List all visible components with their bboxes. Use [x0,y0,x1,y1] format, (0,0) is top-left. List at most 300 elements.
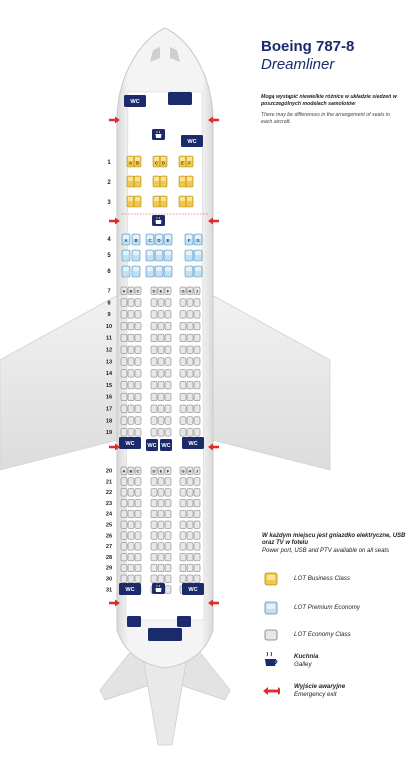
economy-seat[interactable] [180,311,186,319]
legend-exit-label [294,683,345,698]
legend-premium [262,599,360,617]
economy-seat[interactable] [180,334,186,342]
wc-mid-center-left-text: WC [147,443,157,450]
seat-letter: C [148,238,152,243]
economy-seat[interactable] [135,311,141,319]
disclaimer-en: There may be differences in the arrangement of seats in each aircraft. [261,112,390,125]
economy-seat[interactable] [187,346,193,354]
economy-seat[interactable] [194,346,200,354]
economy-seat[interactable] [158,299,164,307]
economy-seat[interactable] [128,381,134,389]
economy-seat[interactable] [151,358,157,366]
seat-letter: B [129,468,133,474]
economy-seat[interactable] [121,417,127,425]
economy-seat[interactable] [165,334,171,342]
economy-seat[interactable] [187,510,193,518]
right-wing [212,295,330,470]
economy-seat[interactable] [180,543,186,551]
economy-seat[interactable] [151,299,157,307]
economy-seat[interactable] [194,322,200,330]
premium-seat[interactable] [122,266,130,277]
row-number: 17 [105,406,113,413]
premium-seat[interactable] [122,250,130,261]
seat-features [262,533,407,555]
economy-seat[interactable] [180,521,186,529]
premium-seat[interactable] [164,266,172,277]
economy-seat[interactable] [194,299,200,307]
premium-seat[interactable] [155,250,163,261]
wc-mid-center-right [160,439,172,451]
economy-seat[interactable] [135,489,141,497]
economy-seat[interactable] [128,393,134,401]
wc-front-left-text: WC [130,99,140,106]
economy-seat[interactable] [128,405,134,413]
economy-seat[interactable] [194,334,200,342]
economy-seat[interactable] [135,532,141,540]
economy-seat[interactable] [158,393,164,401]
economy-seat[interactable] [135,564,141,572]
economy-seat[interactable] [135,381,141,389]
economy-seat[interactable] [165,417,171,425]
seat-letter: A [122,288,126,294]
economy-seat[interactable] [165,575,171,583]
seat-letter: F [166,468,170,474]
business-seat[interactable] [127,196,134,207]
economy-seat[interactable] [135,405,141,413]
seat-letter: D [152,288,156,294]
premium-seat[interactable] [155,266,163,277]
seat-letter: C [136,288,140,294]
economy-seat[interactable] [165,405,171,413]
economy-seat[interactable] [151,489,157,497]
business-seat[interactable] [186,176,193,187]
economy-seat[interactable] [121,393,127,401]
seat-letter: E [166,238,170,243]
legend-galley-label [294,653,318,668]
economy-seat[interactable] [180,405,186,413]
economy-seat[interactable] [128,532,134,540]
economy-seat[interactable] [158,564,164,572]
business-seat[interactable] [160,196,167,207]
features-en: Power port, USB and PTV available on all seats [262,547,390,554]
wc-mid-center-right-text: WC [161,443,171,450]
economy-seat[interactable] [187,575,193,583]
economy-seat[interactable] [180,478,186,486]
economy-seat[interactable] [165,311,171,319]
wc-mid-center-left [146,439,158,451]
economy-seat[interactable] [187,393,193,401]
economy-seat[interactable] [128,543,134,551]
economy-seat[interactable] [151,346,157,354]
economy-seat[interactable] [121,532,127,540]
row-number: 19 [105,430,113,437]
economy-seat[interactable] [180,322,186,330]
economy-seat[interactable] [128,346,134,354]
economy-seat[interactable] [135,358,141,366]
wc-rear-right-text: WC [188,587,198,594]
economy-seat[interactable] [165,586,171,594]
economy-seat[interactable] [151,543,157,551]
economy-seat[interactable] [121,489,127,497]
economy-seat[interactable] [135,346,141,354]
economy-seat[interactable] [151,521,157,529]
economy-seat[interactable] [187,478,193,486]
economy-seat[interactable] [158,322,164,330]
economy-seat[interactable] [158,405,164,413]
economy-seat[interactable] [180,575,186,583]
economy-seat[interactable] [165,553,171,561]
seat-letter: A [122,468,126,474]
business-seat[interactable] [179,176,186,187]
economy-seat[interactable] [135,299,141,307]
economy-seat[interactable] [180,499,186,507]
economy-seat[interactable] [194,370,200,378]
economy-seat[interactable] [180,417,186,425]
economy-seat[interactable] [194,553,200,561]
economy-seat[interactable] [165,489,171,497]
economy-seat[interactable] [121,311,127,319]
galley-icon [263,652,279,670]
row-number: 4 [107,237,111,243]
economy-seat[interactable] [180,393,186,401]
economy-seat[interactable] [151,553,157,561]
galley-business [152,129,165,140]
economy-seat[interactable] [194,532,200,540]
economy-seat[interactable] [151,405,157,413]
disclaimer-pl: Mogą wystąpić niewielkie różnice w układzie siedzeń w poszczególnych modelach samolotów [261,94,397,107]
economy-seat[interactable] [187,299,193,307]
economy-seat[interactable] [135,393,141,401]
economy-seat[interactable] [121,370,127,378]
economy-seat[interactable] [165,510,171,518]
economy-seat[interactable] [165,564,171,572]
economy-seat[interactable] [165,381,171,389]
row-number: 2 [107,180,111,186]
economy-seat[interactable] [194,521,200,529]
economy-seat[interactable] [187,417,193,425]
economy-seat[interactable] [128,370,134,378]
economy-seat[interactable] [135,575,141,583]
economy-seat[interactable] [180,553,186,561]
row-number: 21 [105,479,113,486]
economy-seat[interactable] [158,311,164,319]
economy-seat[interactable] [187,521,193,529]
economy-seat[interactable] [151,532,157,540]
aircraft-name: Dreamliner [261,56,335,73]
premium-seat[interactable] [194,266,202,277]
economy-seat[interactable] [121,429,127,437]
economy-seat[interactable] [135,334,141,342]
aircraft-title [261,38,354,74]
economy-seat[interactable] [121,334,127,342]
economy-seat[interactable] [187,381,193,389]
economy-seat[interactable] [151,417,157,425]
row-number: 20 [105,468,113,475]
economy-seat[interactable] [128,358,134,366]
economy-seat[interactable] [187,405,193,413]
premium-seat[interactable] [194,250,202,261]
economy-seat[interactable] [187,334,193,342]
wc-mid-left-text: WC [125,441,135,448]
economy-seat[interactable] [187,358,193,366]
economy-seat[interactable] [128,429,134,437]
wc-rear-left-text: WC [125,587,135,594]
legend-business-label: LOT Business Class [294,575,351,583]
economy-seat[interactable] [158,510,164,518]
economy-seat[interactable] [180,358,186,366]
row-number: 18 [105,418,113,425]
business-seat[interactable] [127,176,134,187]
row-number: 30 [105,576,113,583]
row-number: 12 [105,347,113,354]
economy-seat[interactable] [151,311,157,319]
seat-letter: E [159,468,163,474]
economy-seat[interactable] [158,543,164,551]
economy-seat[interactable] [121,499,127,507]
economy-seat[interactable] [194,358,200,366]
economy-seat[interactable] [121,299,127,307]
row-number: 25 [105,522,113,529]
galley-front [168,92,192,105]
economy-seat[interactable] [128,334,134,342]
business-seat[interactable] [134,176,141,187]
economy-seat[interactable] [187,543,193,551]
business-seat[interactable] [179,196,186,207]
economy-seat[interactable] [151,370,157,378]
economy-seat[interactable] [158,478,164,486]
economy-seat[interactable] [128,575,134,583]
economy-seat[interactable] [121,381,127,389]
row-number: 3 [107,200,111,206]
row-number: 16 [105,394,113,401]
economy-seat[interactable] [121,405,127,413]
economy-seat[interactable] [187,429,193,437]
economy-seat[interactable] [128,311,134,319]
economy-seat[interactable] [180,564,186,572]
economy-seat[interactable] [158,489,164,497]
economy-seat[interactable] [194,499,200,507]
economy-seat[interactable] [165,393,171,401]
economy-seat[interactable] [121,322,127,330]
seat-letter: D [152,468,156,474]
economy-seat[interactable] [165,358,171,366]
row-number: 7 [107,288,111,295]
economy-seat[interactable] [194,417,200,425]
wc-business-right-text: WC [187,139,197,146]
economy-seat[interactable] [194,405,200,413]
economy-seat[interactable] [180,381,186,389]
business-seat[interactable] [153,196,160,207]
economy-seat[interactable] [151,334,157,342]
economy-seat[interactable] [165,543,171,551]
economy-seat[interactable] [158,381,164,389]
premium-seat[interactable] [132,250,140,261]
economy-seat[interactable] [187,499,193,507]
economy-seat[interactable] [194,311,200,319]
economy-seat[interactable] [121,478,127,486]
row-number: 23 [105,500,113,507]
premium-seat[interactable] [185,250,193,261]
economy-seat[interactable] [158,417,164,425]
wc-rear-right [182,583,204,595]
row-number: 10 [105,323,113,330]
premium-seat[interactable] [164,250,172,261]
seat-letter: D [161,160,166,166]
economy-seat[interactable] [128,553,134,561]
economy-seat[interactable] [158,370,164,378]
economy-seat[interactable] [135,370,141,378]
economy-seat[interactable] [180,489,186,497]
economy-seat[interactable] [121,510,127,518]
economy-seat[interactable] [165,299,171,307]
row-number: 28 [105,554,113,561]
economy-seat[interactable] [135,417,141,425]
economy-seat[interactable] [121,358,127,366]
legend-economy-label: LOT Economy Class [294,631,351,639]
economy-seat[interactable] [165,429,171,437]
economy-seat[interactable] [180,346,186,354]
wc-mid-left [119,437,141,449]
premium-seat[interactable] [185,266,193,277]
economy-seat[interactable] [151,478,157,486]
row-number: 15 [105,382,113,389]
economy-seat[interactable] [165,521,171,529]
economy-seat[interactable] [194,489,200,497]
economy-seat[interactable] [187,553,193,561]
premium-seat-icon [263,600,279,616]
economy-seat[interactable] [135,322,141,330]
economy-seat[interactable] [194,575,200,583]
economy-seat[interactable] [180,429,186,437]
economy-seat[interactable] [151,499,157,507]
economy-seat[interactable] [135,543,141,551]
layout-disclaimer [261,94,401,125]
economy-seat[interactable] [165,532,171,540]
economy-seat[interactable] [128,322,134,330]
economy-seat[interactable] [121,521,127,529]
economy-seat[interactable] [158,358,164,366]
seat-letter: F [166,288,170,294]
business-seat[interactable] [160,176,167,187]
business-seat[interactable] [153,176,160,187]
economy-seat[interactable] [151,575,157,583]
economy-seat[interactable] [128,299,134,307]
legend-premium-label: LOT Premium Economy [294,604,361,612]
economy-seat[interactable] [135,553,141,561]
economy-seat[interactable] [165,499,171,507]
seat-letter: B [134,238,138,243]
business-seat[interactable] [134,196,141,207]
economy-seat[interactable] [187,532,193,540]
economy-seat[interactable] [187,564,193,572]
row-number: 8 [107,300,111,307]
row-number: 9 [107,312,111,319]
premium-seat[interactable] [146,266,154,277]
wc-mid-right-text: WC [188,441,198,448]
economy-seat[interactable] [194,564,200,572]
economy-seat[interactable] [158,429,164,437]
premium-seat[interactable] [146,250,154,261]
economy-seat[interactable] [187,322,193,330]
economy-seat[interactable] [165,346,171,354]
seat-letter: J [195,468,199,474]
economy-seat[interactable] [128,478,134,486]
economy-seat[interactable] [128,564,134,572]
economy-seat[interactable] [165,478,171,486]
seat-letter: J [195,288,199,294]
seat-letter: E [181,160,184,166]
economy-seat[interactable] [128,417,134,425]
economy-seat[interactable] [180,532,186,540]
economy-seat[interactable] [151,429,157,437]
economy-seat[interactable] [158,532,164,540]
economy-seat[interactable] [158,346,164,354]
economy-seat[interactable] [128,521,134,529]
economy-seat[interactable] [194,381,200,389]
economy-seat[interactable] [187,370,193,378]
economy-seat[interactable] [151,381,157,389]
economy-seat[interactable] [135,521,141,529]
economy-seat[interactable] [165,370,171,378]
economy-seat[interactable] [151,564,157,572]
economy-seat[interactable] [121,575,127,583]
galley-en: Galley [294,661,312,668]
economy-seat[interactable] [180,299,186,307]
economy-seat[interactable] [180,370,186,378]
business-seat-icon [263,571,279,587]
exit-pl: Wyjście awaryjne [294,683,346,691]
economy-seat[interactable] [180,510,186,518]
economy-seat[interactable] [135,478,141,486]
seat-letter: F [188,160,191,166]
economy-seat[interactable] [187,311,193,319]
business-seat[interactable] [186,196,193,207]
economy-seat[interactable] [194,478,200,486]
economy-seat[interactable] [151,393,157,401]
economy-seat[interactable] [121,346,127,354]
economy-seat[interactable] [158,575,164,583]
row-number: 24 [105,511,113,518]
economy-seat[interactable] [121,553,127,561]
economy-seat[interactable] [194,510,200,518]
economy-seat[interactable] [158,334,164,342]
wc-front-left [124,95,146,107]
economy-seat[interactable] [128,499,134,507]
economy-seat[interactable] [158,499,164,507]
cabin-floor [126,92,204,620]
economy-seat[interactable] [194,543,200,551]
row-number: 31 [105,587,113,594]
economy-seat[interactable] [187,489,193,497]
economy-seat[interactable] [165,322,171,330]
economy-seat[interactable] [121,543,127,551]
economy-seat[interactable] [194,429,200,437]
economy-seat[interactable] [135,510,141,518]
premium-seat[interactable] [132,266,140,277]
legend-economy [262,626,351,644]
economy-seat[interactable] [135,429,141,437]
economy-seat[interactable] [158,521,164,529]
economy-seat[interactable] [128,489,134,497]
economy-seat[interactable] [151,322,157,330]
economy-seat[interactable] [151,510,157,518]
economy-seat[interactable] [121,564,127,572]
economy-seat[interactable] [128,510,134,518]
economy-seat[interactable] [158,553,164,561]
economy-seat[interactable] [135,499,141,507]
economy-seat[interactable] [194,393,200,401]
seat-letter: C [136,468,140,474]
